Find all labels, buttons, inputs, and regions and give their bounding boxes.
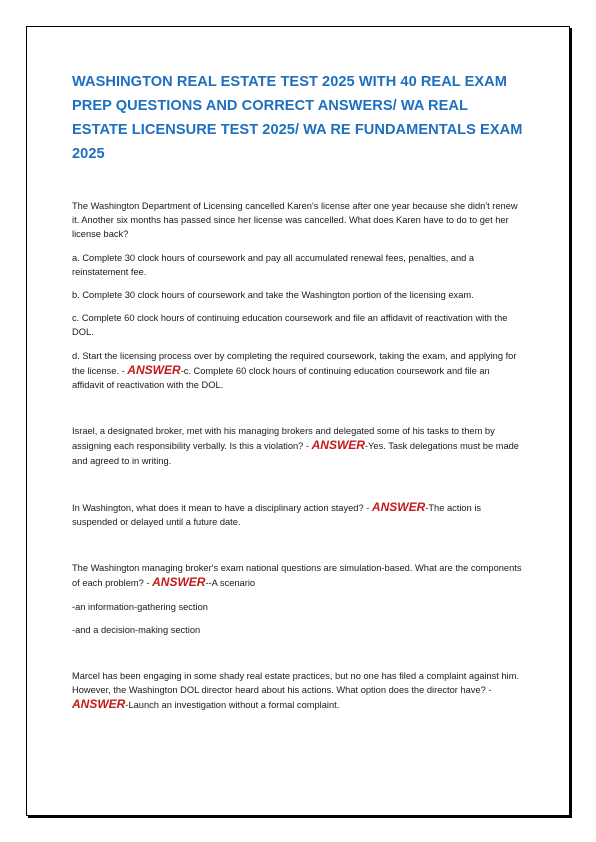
answer-label: ANSWER [127,362,181,377]
answer-option-c: c. Complete 60 clock hours of continuing education coursework and file an affidavit of reactivation with the DOL. [72,313,508,338]
answer-separator: - [119,365,128,376]
question-block-3 [72,500,524,529]
answer-label: ANSWER [152,575,206,590]
answer-label: ANSWER [311,438,365,453]
question-block-2 [72,424,524,468]
answer-separator: - [485,685,492,696]
answer-option-b: b. Complete 30 clock hours of coursework and take the Washington portion of the licensing exam. [72,290,474,301]
answer-text: -Yes. Task delegations must be made and agreed to in writing. [72,441,519,466]
answer-text: -c. Complete 60 clock hours of continuing education coursework and file an affidavit of reactivation with the DOL. [72,365,490,391]
answer-separator: - [363,502,372,513]
answer-separator: - [303,441,312,452]
answer-text: -Launch an investigation without a formal complaint. [125,700,340,711]
answer-extra-line: -and a decision-making section [72,624,201,635]
answer-label: ANSWER [371,499,426,514]
question-with-answer [72,561,524,590]
question-stem: Marcel has been engaging in some shady real estate practices, but no one has filed a complaint against him. However, the Washington DOL director heard about his actions. What option does the director have? [72,671,520,696]
answer-option-d: d. Start the licensing process over by completing the required coursework, taking the exam, and applying for the license. [72,350,517,376]
question-block-1 [72,199,524,392]
question-block-4 [72,561,524,637]
question-block-5 [72,669,524,713]
question-stem: In Washington, what does it mean to have a disciplinary action stayed? [72,502,364,513]
answer-option-a: a. Complete 30 clock hours of coursework and pay all accumulated renewal fees, penalties, and a reinstatement fee. [72,252,475,277]
answer-separator: - [143,578,153,589]
answer-option-d-with-answer [72,349,524,393]
question-stem: Israel, a designated broker, met with his managing brokers and delegated some of his tasks to them by assigning each responsibility verbally. Is this a violation? [72,426,495,452]
question-with-answer [72,424,524,468]
document-body [72,70,524,713]
document-title: WASHINGTON REAL ESTATE TEST 2025 WITH 40 REAL EXAM PREP QUESTIONS AND CORRECT ANSWERS/ WA REAL ESTATE LICENSURE TEST 2025/ WA RE FUNDAMENTALS EXAM 2025 [72,74,523,162]
question-stem: The Washington managing broker's exam national questions are simulation-based. What are the components of each problem? [72,563,522,589]
question-with-answer [72,500,524,529]
answer-label: ANSWER [72,697,126,712]
answer-text: --A scenario [205,578,256,589]
question-stem: The Washington Department of Licensing cancelled Karen's license after one year because she didn't renew it. Another six months has passed since her license was cancelled. What does Karen have to do to get her license back? [72,201,518,240]
answer-text: -The action is suspended or delayed until a future date. [72,502,482,528]
answer-extra-line: -an information-gathering section [72,601,208,612]
question-with-answer [72,669,524,713]
